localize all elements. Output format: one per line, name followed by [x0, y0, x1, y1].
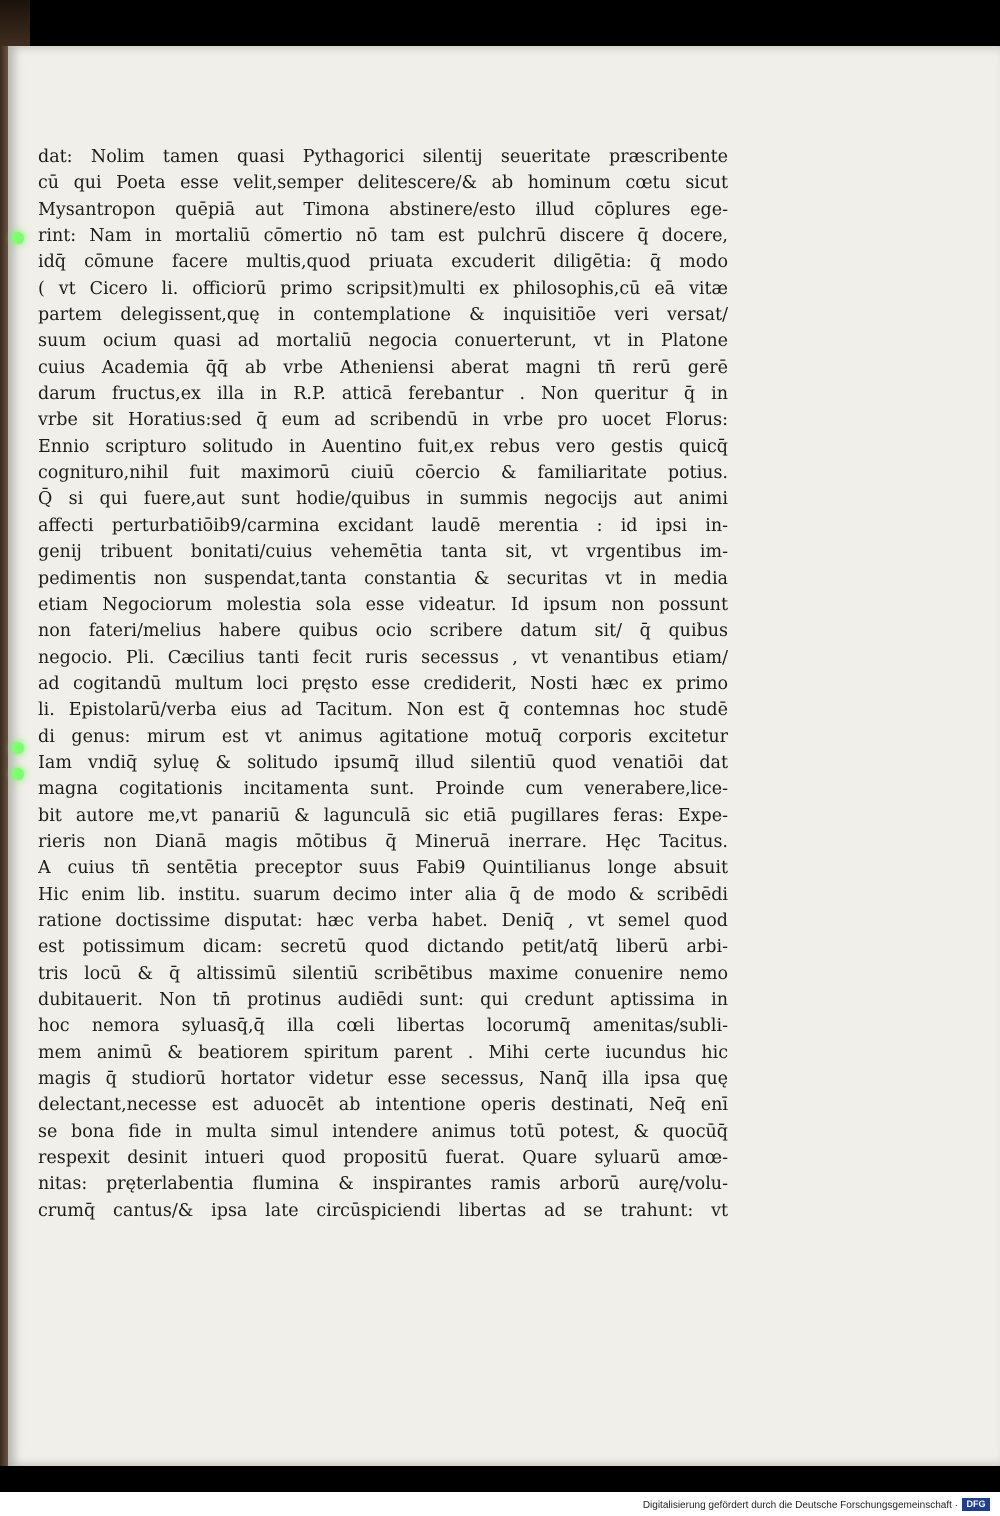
text-line: ad cogitandū multum loci pręsto esse crediderit, Nosti hæc ex primo [38, 673, 728, 694]
text-line: negocio. Pli. Cæcilius tanti fecit ruris secessus , vt venantibus etiam/ [38, 647, 728, 668]
text-line: ( vt Cicero li. officiorū primo scripsit)multi ex philosophis,cū eā vitæ [38, 278, 728, 299]
marker-dot [12, 768, 24, 780]
text-line: darum fructus,ex illa in R.P. atticā ferebantur . Non queritur q̄ in [38, 384, 728, 405]
footer-credit: Digitalisierung gefördert durch die Deutsche Forschungsgemeinschaft · [642, 1500, 958, 1511]
text-line: A cuius tn̄ sentētia preceptor suus Fabi9 Quintilianus longe absuit [38, 858, 728, 879]
text-line: partem delegissent,quę in contemplatione & inquisitiōe veri versat/ [38, 305, 728, 326]
text-line: vrbe sit Horatius:sed q̄ eum ad scribendū in vrbe pro uocet Florus: [38, 410, 728, 431]
text-line: Hic enim lib. institu. suarum decimo inter alia q̄ de modo & scribēdi [38, 884, 728, 905]
text-line: bit autore me,vt panariū & lagunculā sic etiā pugillares feras: Expe- [38, 805, 728, 826]
text-line: dubitauerit. Non tn̄ protinus audiēdi sunt: qui credunt aptissima in [38, 990, 728, 1010]
text-line: suum ocium quasi ad mortaliū negocia conuerterunt, vt in Platone [38, 331, 728, 352]
text-line: magis q̄ studiorū hortator videtur esse secessus, Nanq̄ illa ipsa quę [38, 1069, 728, 1090]
text-line: genij tribuent bonitati/cuius vehemētia tanta sit, vt vrgentibus im- [38, 542, 728, 563]
text-line: cognituro,nihil fuit maximorū ciuiū cōercio & familiaritate potius. [38, 463, 728, 484]
text-line: pedimentis non suspendat,tanta constantia & securitas vt in media [38, 568, 728, 589]
text-line: dat: Nolim tamen quasi Pythagorici silentij seueritate præscribente [38, 147, 728, 167]
text-line: etiam Negociorum molestia sola esse videatur. Id ipsum non possunt [38, 594, 728, 615]
text-line: crumq̄ cantus/& ipsa late circūspiciendi libertas ad se trahunt: vt [38, 1200, 728, 1221]
text-block [38, 144, 728, 1224]
text-line: hoc nemora syluasq̄,q̄ illa cœli libertas locorumq̄ amenitas/subli- [38, 1016, 728, 1037]
marker-dot [12, 742, 24, 754]
text-line: rieris non Dianā magis mōtibus q̄ Mineruā inerrare. Hęc Tacitus. [38, 831, 728, 852]
dfg-logo: DFG [962, 1498, 990, 1511]
text-line: tris locū & q̄ altissimū silentiū scribētibus maxime conuenire nemo [38, 963, 728, 984]
text-line: magna cogitationis incitamenta sunt. Proinde cum venerabere,lice- [38, 779, 728, 800]
text-line: idq̄ cōmune facere multis,quod priuata excuderit diligētia: q̄ modo [38, 252, 728, 273]
text-line: Q̄ si qui fuere,aut sunt hodie/quibus in summis negocijs aut animi [38, 489, 728, 510]
text-line: non fateri/melius habere quibus ocio scribere datum sit/ q̄ quibus [38, 621, 728, 642]
text-line: cū qui Poeta esse velit,semper delitescere/& ab hominum cœtu sicut [38, 173, 728, 194]
text-line: ratione doctissime disputat: hæc verba habet. Deniq̄ , vt semel quod [38, 910, 728, 931]
text-line: Ennio scripturo solitudo in Auentino fuit,ex rebus vero gestis quicq̄ [38, 436, 728, 457]
text-line: rint: Nam in mortaliū cōmertio nō tam est pulchrū discere q̄ docere, [38, 226, 728, 247]
text-line: cuius Academia q̄q̄ ab vrbe Atheniensi aberat magni tn̄ rerū gerē [38, 357, 728, 378]
text-line: li. Epistolarū/verba eius ad Tacitum. Non est q̄ contemnas hoc studē [38, 700, 728, 721]
text-line: affecti perturbatiōib9/carmina excidant laudē merentia : id ipsi in- [38, 515, 728, 536]
text-line: respexit desinit intueri quod propositū fuerat. Quare syluarū amœ- [38, 1148, 728, 1169]
text-line: mem animū & beatiorem spiritum parent . Mihi certe iucundus hic [38, 1042, 728, 1063]
marker-dot [12, 232, 24, 244]
text-line: est potissimum dicam: secretū quod dictando petit/atq̄ liberū arbi- [38, 937, 728, 958]
page-spine [0, 46, 8, 1466]
text-line: Mysantropon quēpiā aut Timona abstinere/esto illud cōplures ege- [38, 199, 728, 220]
text-line: delectant,necesse est aduocēt ab intentione operis destinati, Neq̄ enī [38, 1095, 728, 1116]
text-line: di genus: mirum est vt animus agitatione motuq̄ corporis excitetur [38, 726, 728, 747]
scanned-page [8, 46, 1000, 1466]
text-line: nitas: pręterlabentia flumina & inspirantes ramis arborū aurę/volu- [38, 1174, 728, 1195]
text-line: se bona fide in multa simul intendere animus totū potest, & quocūq̄ [38, 1121, 728, 1142]
text-line: Iam vndiq̄ syluę & solitudo ipsumq̄ illud silentiū quod venatiōi dat [38, 752, 728, 773]
